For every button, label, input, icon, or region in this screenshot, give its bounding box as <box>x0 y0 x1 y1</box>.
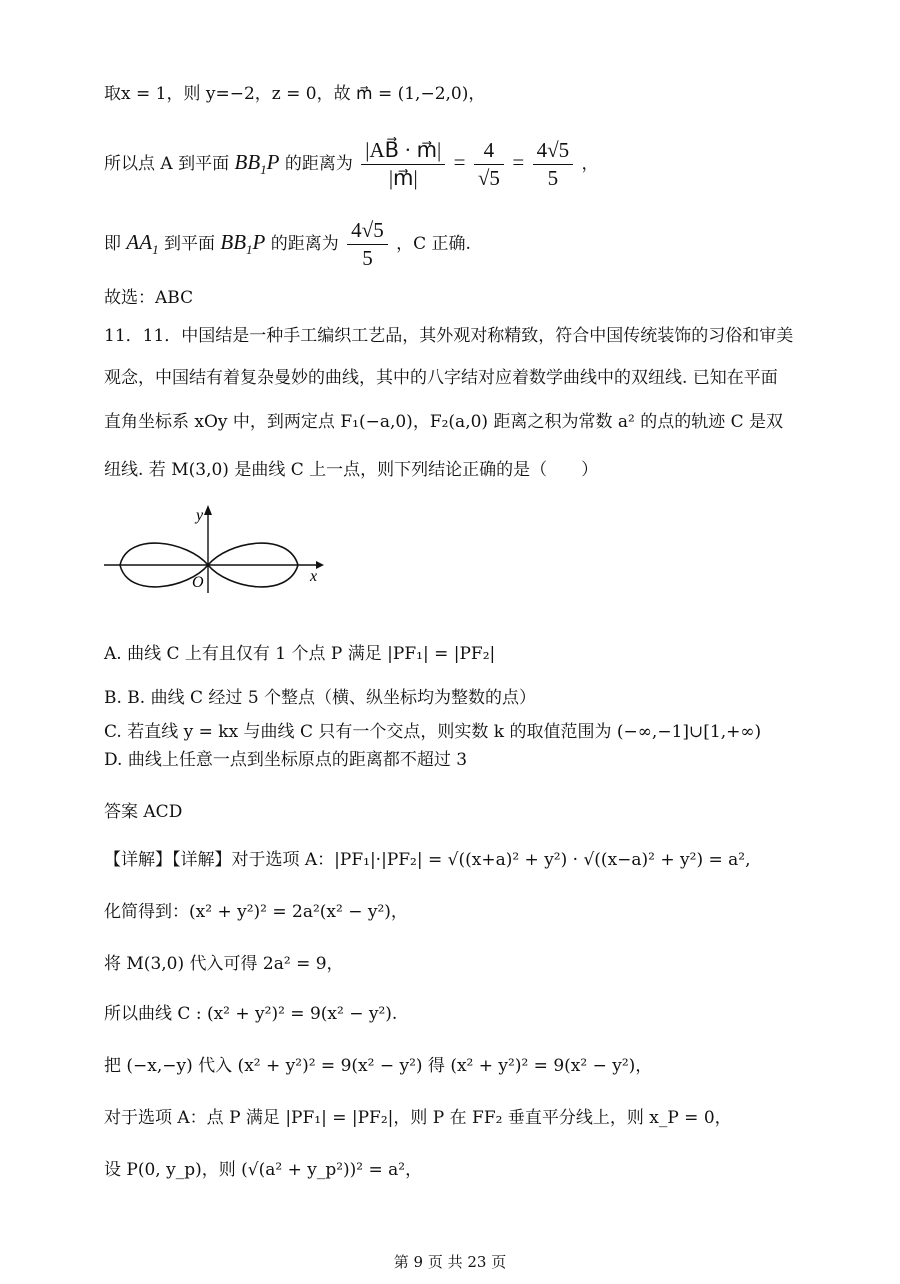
solution-line: 把 (−x,−y) 代入 (x² + y²)² = 9(x² − y²) 得 (x² + y²)² = 9(x² − y²)， <box>104 1056 653 1076</box>
solution-line: 将 M(3,0) 代入可得 2a² = 9， <box>104 954 344 974</box>
answer-choice-line: 故选：ABC <box>104 288 194 308</box>
y-axis-arrow-icon <box>204 505 212 515</box>
fraction: $\frac{4√5}{5}$ <box>347 220 388 269</box>
x-axis-arrow-icon <box>316 561 324 569</box>
answer-label: 答案 ACD <box>104 802 183 822</box>
fraction: $\frac{|AB⃗ \cdot m⃗|}{|m⃗|}$ <box>361 140 445 189</box>
solution-line: 【详解】【详解】对于选项 A：|PF₁|·|PF₂| = √((x+a)² + y²) · √((x−a)² + y²) = a², <box>104 850 751 870</box>
origin-label: O <box>192 574 204 591</box>
x-axis-label: x <box>310 568 318 585</box>
text-fragment: 到平面 <box>163 234 215 254</box>
solution-line: 化简得到：(x² + y²)² = 2a²(x² − y²)， <box>104 902 408 922</box>
question-text: 11．11．中国结是一种手工编织工艺品，其外观对称精致，符合中国传统装饰的习俗和审美 <box>104 326 794 346</box>
option-b: B. B. 曲线 C 经过 5 个整点（横、纵坐标均为整数的点） <box>104 688 537 708</box>
text-fragment: 所以点 A 到平面 <box>104 154 230 174</box>
text-fragment: 即 <box>104 234 121 254</box>
text-fragment: 的距离为 <box>270 234 339 254</box>
question-text: 纽线. 若 M(3,0) 是曲线 C 上一点，则下列结论正确的是（ ） <box>104 460 599 480</box>
option-a: A. 曲线 C 上有且仅有 1 个点 P 满足 |PF₁| = |PF₂| <box>104 644 496 664</box>
text-fragment: 的距离为 <box>284 154 353 174</box>
solution-line: 所以曲线 C : (x² + y²)² = 9(x² − y²). <box>104 1004 398 1024</box>
text-line: 取x = 1，则 y=−2，z = 0，故 m⃗ = (1,−2,0)， <box>104 84 486 104</box>
page-footer: 第 9 页 共 23 页 <box>393 1253 507 1271</box>
solution-line: 对于选项 A：点 P 满足 |PF₁| = |PF₂|，则 P 在 FF₂ 垂直平分线上，则 x_P = 0， <box>104 1108 732 1128</box>
option-d: D. 曲线上任意一点到坐标原点的距离都不超过 3 <box>104 750 468 770</box>
solution-line: 设 P(0, y_p)，则 (√(a² + y_p²))² = a²， <box>104 1160 423 1180</box>
option-c: C. 若直线 y = kx 与曲线 C 只有一个交点，则实数 k 的取值范围为 (−∞,−1]∪[1,+∞) <box>104 722 762 742</box>
y-axis-label: y <box>196 507 204 524</box>
lemniscate-figure <box>104 505 334 595</box>
question-text: 直角坐标系 xOy 中，到两定点 F₁(−a,0)，F₂(a,0) 距离之积为常数 a² 的点的轨迹 C 是双 <box>104 412 784 432</box>
conclusion-line: 即 $AA_1$ 到平面 $BB_1P$ 的距离为 $\frac{4√5}{5}$ ，C 正确. <box>104 218 471 270</box>
text-fragment: ，C 正确. <box>396 234 471 254</box>
fraction: $\frac{4}{√5}$ <box>474 140 504 189</box>
distance-formula-line: 所以点 A 到平面 $BB_1P$ 的距离为 $\frac{|AB⃗ \cdot m⃗|}{|m⃗|}$ = $\frac{4}{√5}$ = $\frac{4√5}{5}$ ， <box>104 138 599 190</box>
fraction: $\frac{4√5}{5}$ <box>533 140 574 189</box>
question-text: 观念，中国结有着复杂曼妙的曲线，其中的八字结对应着数学曲线中的双纽线. 已知在平面 <box>104 368 778 388</box>
